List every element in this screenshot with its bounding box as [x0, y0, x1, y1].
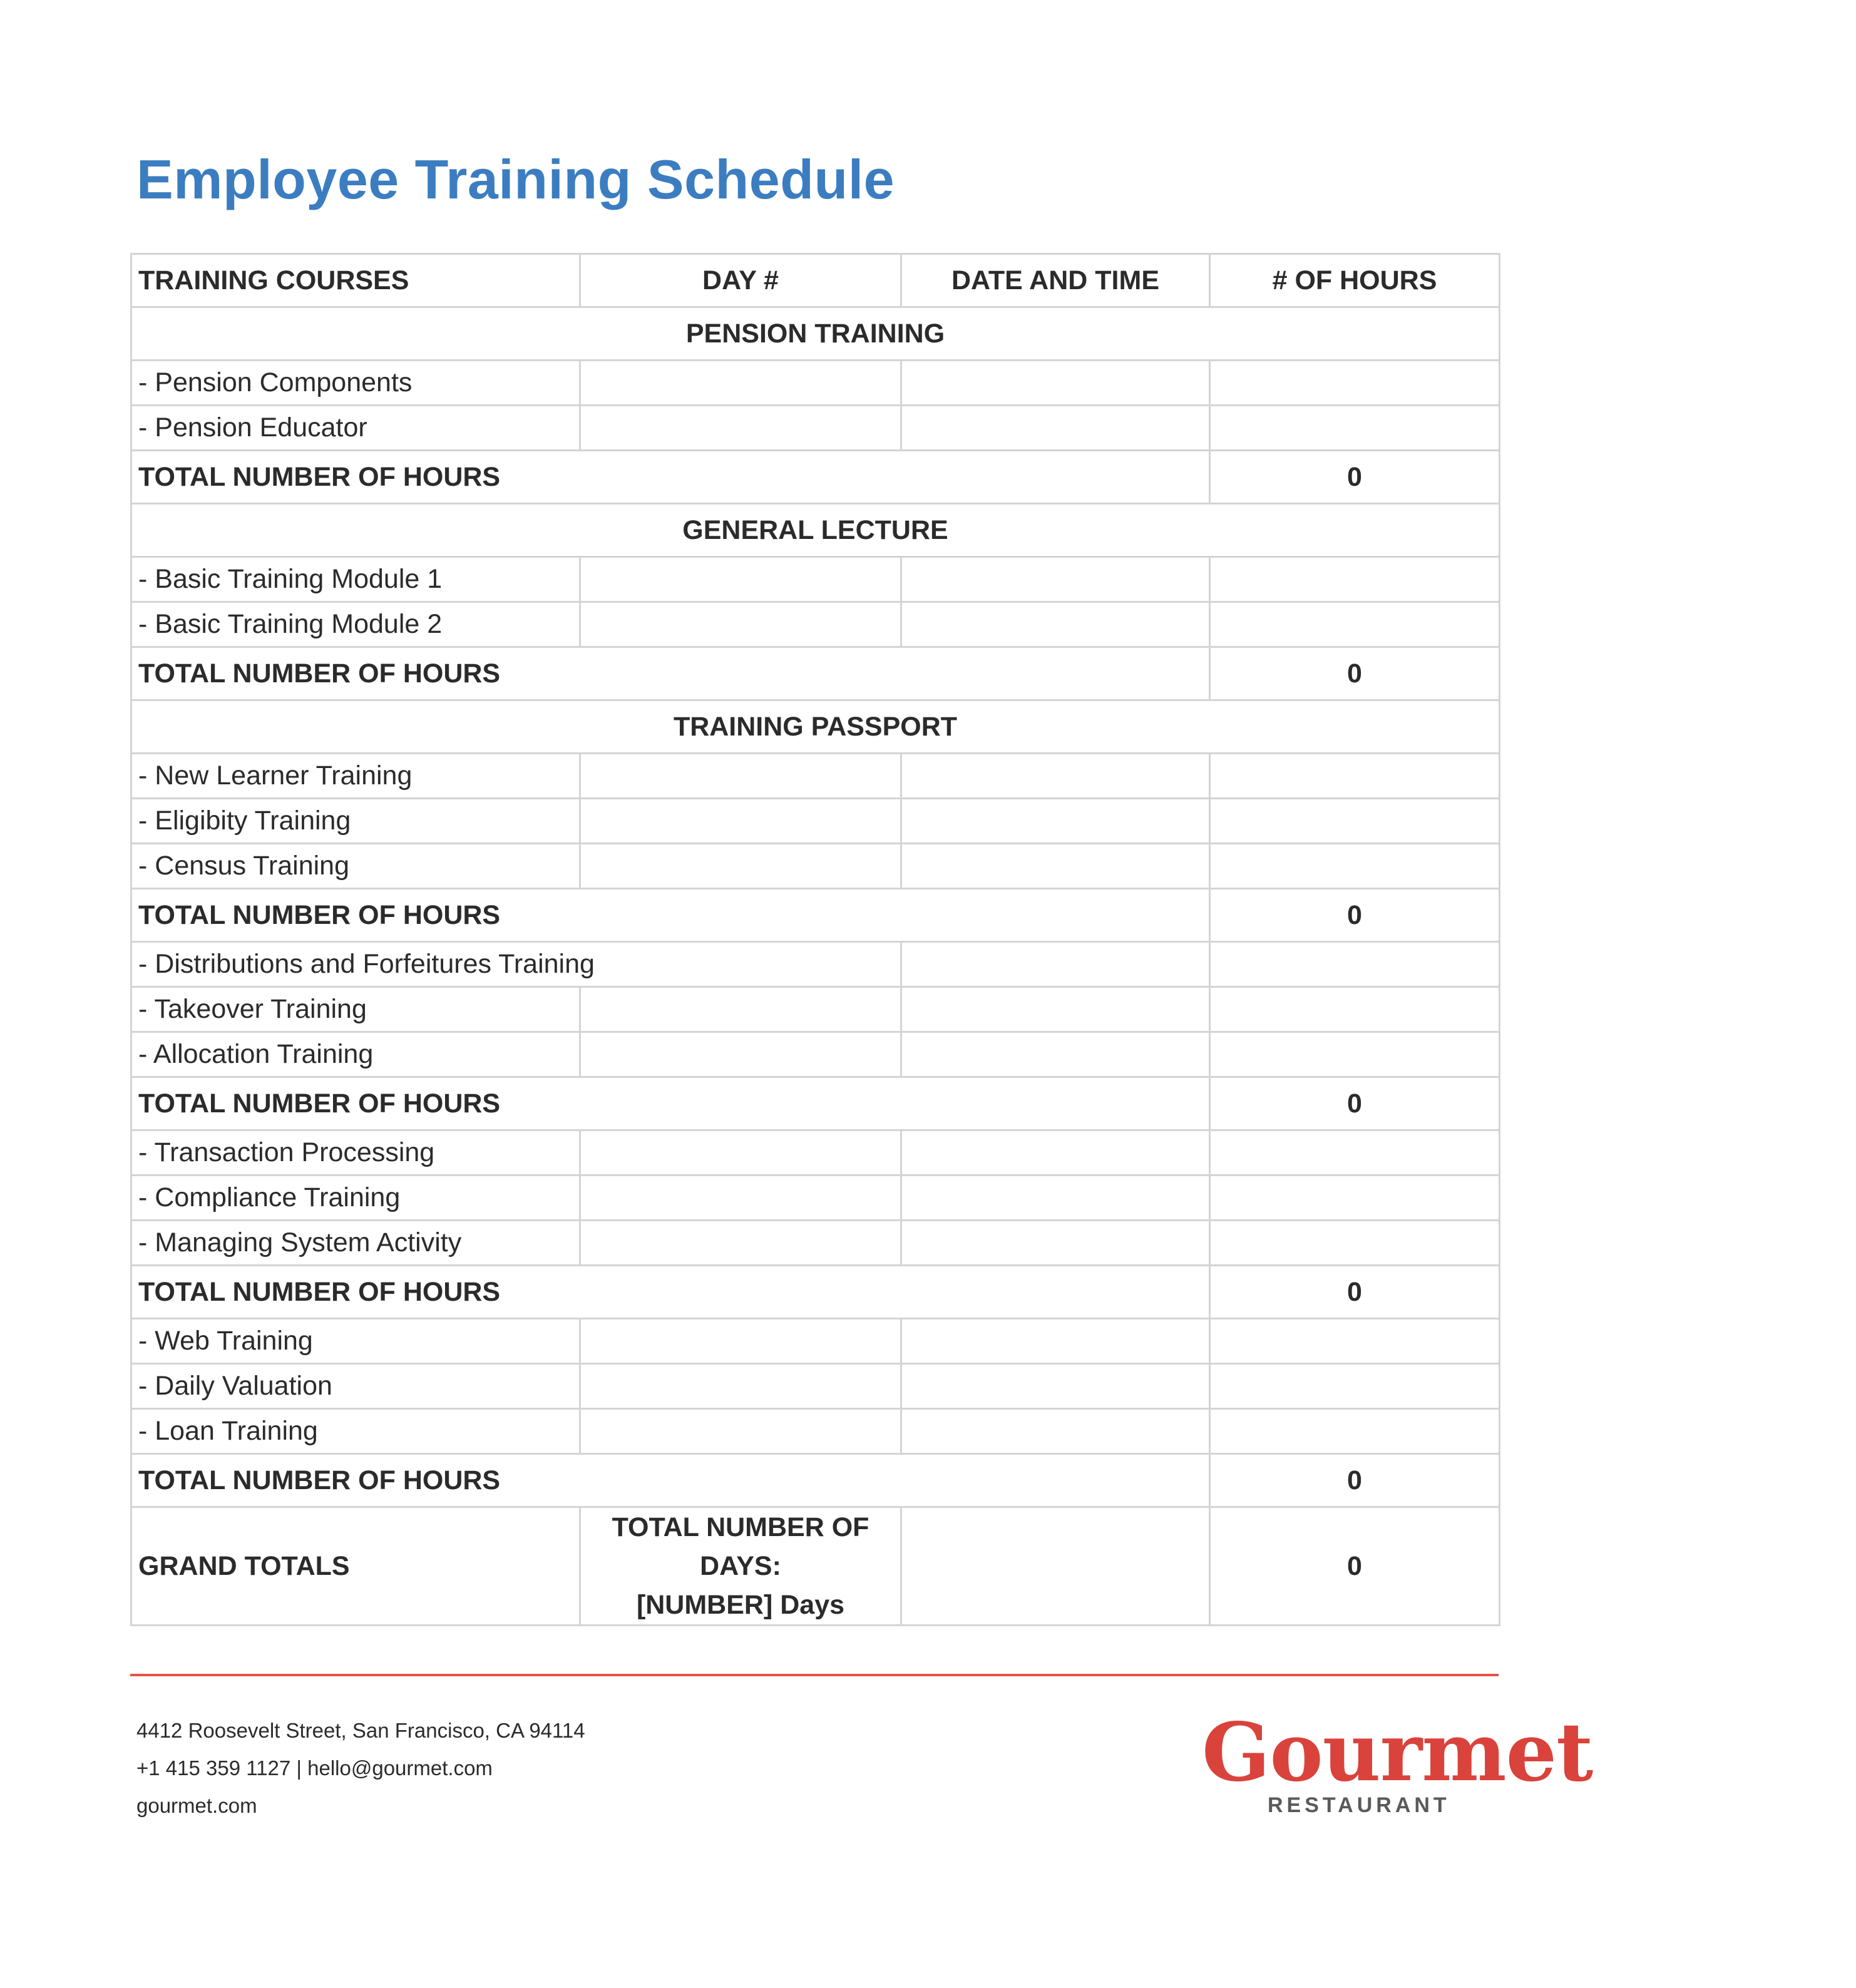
table-row — [131, 406, 1500, 451]
course-name: - New Learner Training — [131, 754, 580, 799]
day-cell[interactable] — [580, 1221, 901, 1266]
total-hours-value: 0 — [1210, 889, 1500, 942]
hours-cell[interactable] — [1210, 942, 1500, 987]
date-time-cell[interactable] — [901, 1032, 1210, 1077]
training-schedule-table — [130, 253, 1500, 1626]
course-name: - Loan Training — [131, 1409, 580, 1454]
hours-cell[interactable] — [1210, 987, 1500, 1032]
gourmet-logo — [1202, 1706, 1593, 1821]
table-row — [131, 799, 1500, 844]
date-time-cell[interactable] — [901, 361, 1210, 406]
section-title-row — [131, 307, 1500, 361]
logo-subtitle: RESTAURANT — [1268, 1793, 1450, 1817]
day-cell[interactable] — [580, 557, 901, 602]
table-header-row — [131, 254, 1500, 307]
day-cell[interactable] — [580, 1032, 901, 1077]
table-row — [131, 844, 1500, 889]
day-cell[interactable] — [580, 754, 901, 799]
section-title-row — [131, 504, 1500, 557]
total-row — [131, 889, 1500, 942]
total-row — [131, 451, 1500, 504]
total-label: TOTAL NUMBER OF HOURS — [131, 1266, 1210, 1319]
date-time-cell[interactable] — [901, 1221, 1210, 1266]
table-row — [131, 1032, 1500, 1077]
date-time-cell[interactable] — [901, 1364, 1210, 1409]
hours-cell[interactable] — [1210, 1176, 1500, 1221]
hours-cell[interactable] — [1210, 361, 1500, 406]
section-title: PENSION TRAINING — [131, 307, 1500, 361]
course-name: - Transaction Processing — [131, 1130, 580, 1176]
header-hours: # OF HOURS — [1210, 254, 1500, 307]
table-row — [131, 754, 1500, 799]
page-title: Employee Training Schedule — [136, 148, 895, 210]
date-time-cell[interactable] — [901, 602, 1210, 647]
course-name: - Managing System Activity — [131, 1221, 580, 1266]
hours-cell[interactable] — [1210, 1319, 1500, 1364]
hours-cell[interactable] — [1210, 754, 1500, 799]
footer-contact: +1 415 359 1127 | hello@gourmet.com — [136, 1756, 493, 1780]
hours-cell[interactable] — [1210, 406, 1500, 451]
logo-wordmark: Gourmet — [1202, 1706, 1593, 1800]
day-cell[interactable] — [580, 844, 901, 889]
table-row — [131, 987, 1500, 1032]
table-row — [131, 1130, 1500, 1176]
date-time-cell[interactable] — [901, 942, 1210, 987]
date-time-cell[interactable] — [901, 1409, 1210, 1454]
date-time-cell[interactable] — [901, 844, 1210, 889]
day-cell[interactable] — [580, 602, 901, 647]
table-row — [131, 602, 1500, 647]
date-time-cell[interactable] — [901, 557, 1210, 602]
table-row — [131, 942, 1500, 987]
table-row — [131, 1364, 1500, 1409]
table-row — [131, 1176, 1500, 1221]
course-name: - Takeover Training — [131, 987, 580, 1032]
day-cell[interactable] — [580, 406, 901, 451]
date-time-cell[interactable] — [901, 754, 1210, 799]
total-label: TOTAL NUMBER OF HOURS — [131, 647, 1210, 700]
total-hours-value: 0 — [1210, 1266, 1500, 1319]
date-time-cell[interactable] — [901, 406, 1210, 451]
hours-cell[interactable] — [1210, 1032, 1500, 1077]
date-time-cell[interactable] — [901, 799, 1210, 844]
course-name: - Distributions and Forfeitures Training — [131, 942, 901, 987]
course-name: - Compliance Training — [131, 1176, 580, 1221]
section-title: TRAINING PASSPORT — [131, 700, 1500, 754]
day-cell[interactable] — [580, 987, 901, 1032]
total-row — [131, 1266, 1500, 1319]
table-row — [131, 1409, 1500, 1454]
total-hours-value: 0 — [1210, 451, 1500, 504]
total-row — [131, 1077, 1500, 1130]
day-cell[interactable] — [580, 1319, 901, 1364]
date-time-cell[interactable] — [901, 987, 1210, 1032]
date-time-cell[interactable] — [901, 1130, 1210, 1176]
course-name: - Census Training — [131, 844, 580, 889]
course-name: - Web Training — [131, 1319, 580, 1364]
day-cell[interactable] — [580, 1130, 901, 1176]
footer-divider — [130, 1674, 1499, 1676]
day-cell[interactable] — [580, 1176, 901, 1221]
section-title-row — [131, 700, 1500, 754]
day-cell[interactable] — [580, 1364, 901, 1409]
total-row — [131, 1454, 1500, 1507]
grand-totals-label: GRAND TOTALS — [131, 1507, 580, 1626]
hours-cell[interactable] — [1210, 1409, 1500, 1454]
hours-cell[interactable] — [1210, 1364, 1500, 1409]
hours-cell[interactable] — [1210, 602, 1500, 647]
header-training-courses: TRAINING COURSES — [131, 254, 580, 307]
total-hours-value: 0 — [1210, 1077, 1500, 1130]
day-cell[interactable] — [580, 1409, 901, 1454]
table-row — [131, 557, 1500, 602]
total-days-cell — [580, 1507, 901, 1626]
course-name: - Eligibity Training — [131, 799, 580, 844]
footer-address: 4412 Roosevelt Street, San Francisco, CA 94114 — [136, 1719, 585, 1742]
grand-totals-row — [131, 1507, 1500, 1626]
grand-date-time-cell — [901, 1507, 1210, 1626]
total-label: TOTAL NUMBER OF HOURS — [131, 451, 1210, 504]
footer-website[interactable]: gourmet.com — [136, 1794, 257, 1817]
course-name: - Pension Components — [131, 361, 580, 406]
course-name: - Daily Valuation — [131, 1364, 580, 1409]
table-row — [131, 361, 1500, 406]
header-date-time: DATE AND TIME — [901, 254, 1210, 307]
total-hours-value: 0 — [1210, 1454, 1500, 1507]
total-days-value: [NUMBER] Days — [636, 1590, 845, 1620]
total-label: TOTAL NUMBER OF HOURS — [131, 1454, 1210, 1507]
date-time-cell[interactable] — [901, 1176, 1210, 1221]
course-name: - Basic Training Module 2 — [131, 602, 580, 647]
hours-cell[interactable] — [1210, 557, 1500, 602]
day-cell[interactable] — [580, 799, 901, 844]
total-days-label: TOTAL NUMBER OF DAYS: — [612, 1512, 869, 1581]
total-hours-value: 0 — [1210, 647, 1500, 700]
date-time-cell[interactable] — [901, 1319, 1210, 1364]
section-title: GENERAL LECTURE — [131, 504, 1500, 557]
course-name: - Basic Training Module 1 — [131, 557, 580, 602]
total-label: TOTAL NUMBER OF HOURS — [131, 1077, 1210, 1130]
table-row — [131, 1221, 1500, 1266]
hours-cell[interactable] — [1210, 844, 1500, 889]
hours-cell[interactable] — [1210, 1221, 1500, 1266]
table-row — [131, 1319, 1500, 1364]
total-row — [131, 647, 1500, 700]
course-name: - Allocation Training — [131, 1032, 580, 1077]
header-day-number: DAY # — [580, 254, 901, 307]
hours-cell[interactable] — [1210, 1130, 1500, 1176]
grand-hours-value: 0 — [1210, 1507, 1500, 1626]
day-cell[interactable] — [580, 361, 901, 406]
course-name: - Pension Educator — [131, 406, 580, 451]
hours-cell[interactable] — [1210, 799, 1500, 844]
total-label: TOTAL NUMBER OF HOURS — [131, 889, 1210, 942]
